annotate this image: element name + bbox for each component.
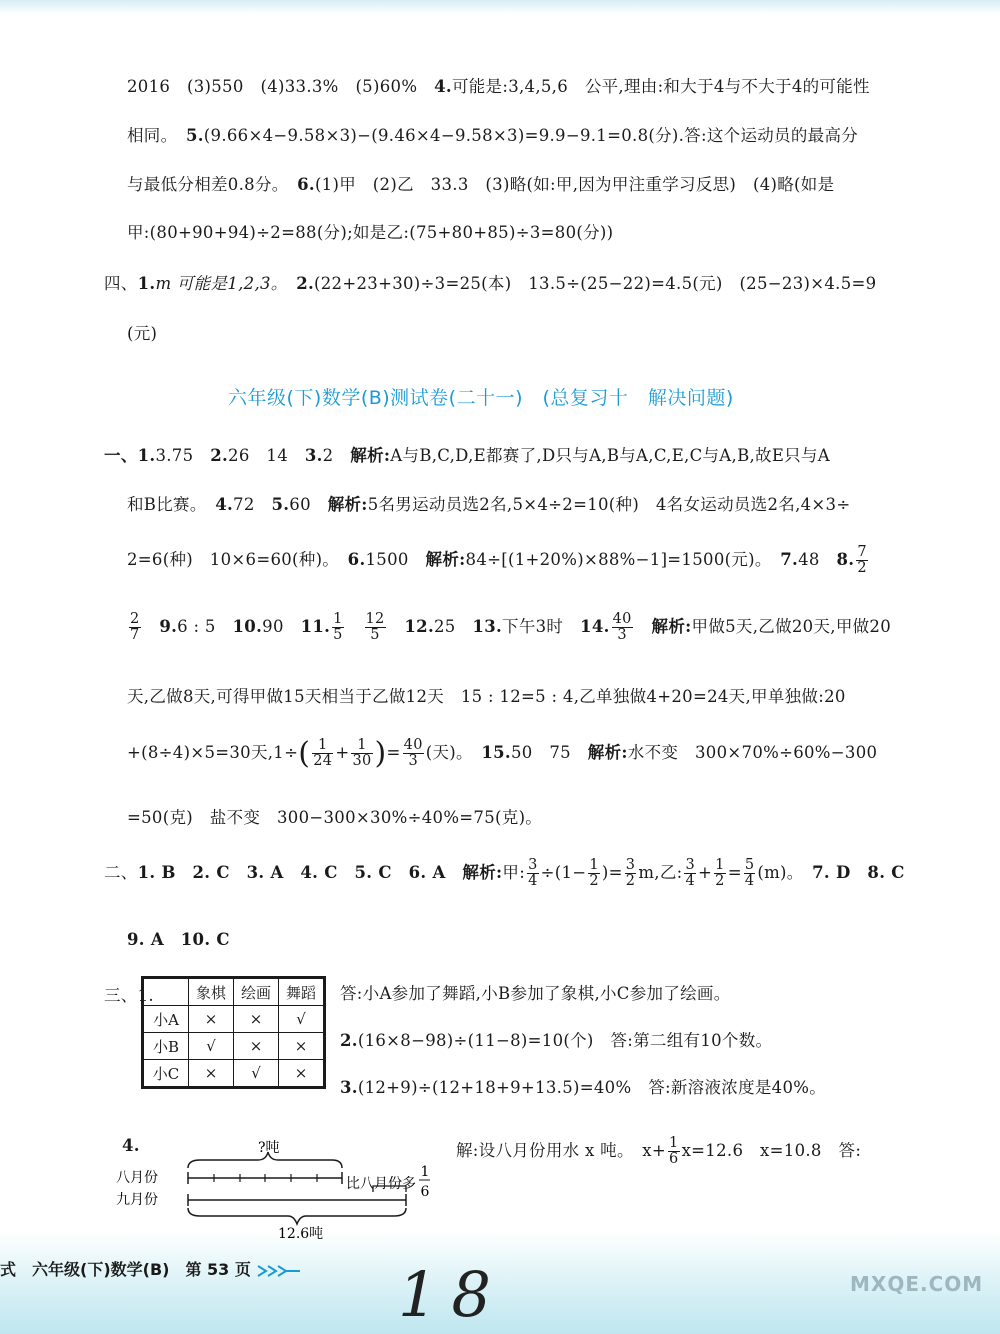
item-number: 3. [304, 446, 323, 465]
s1-line-5 [127, 683, 846, 707]
table-cell: 舞蹈 [279, 979, 324, 1006]
numerator: 12 [365, 611, 385, 627]
numerator: 3 [625, 857, 636, 873]
answer: 2 [322, 446, 334, 465]
denominator: 2 [857, 560, 867, 577]
more-numerator: 1 [420, 1164, 430, 1180]
text: 解:设八月份用水 x 吨。 x+ [456, 1141, 667, 1161]
text: (天)。 [425, 743, 465, 762]
section-title: 六年级(下)数学(B)测试卷(二十一) (总复习十 解决问题) [228, 387, 734, 409]
top-label: ?吨 [258, 1140, 280, 1156]
numerator: 7 [857, 544, 867, 560]
item-number: 9. [159, 617, 178, 637]
table-cell: × [234, 1033, 279, 1060]
text: (22+23+30)÷3=25(本) 13.5÷(25−22)=4.5(元) (25−23)×4.5=9 [314, 274, 877, 293]
table-cell: × [234, 1006, 279, 1033]
item-number: 15. [481, 743, 511, 762]
text: 84÷[(1+20%)×88%−1]=1500(元)。 [465, 550, 764, 570]
text: 5名男运动员选2名,5×4÷2=10(种) 4名女运动员选2名,4×3÷ [367, 495, 851, 514]
analysis-label: 解析: [462, 863, 503, 883]
text: (12+9)÷(12+18+9+13.5)=40% 答:新溶液浓度是40%。 [357, 1078, 827, 1097]
item-number: 14. [580, 617, 610, 637]
text: (m)。 [757, 863, 796, 883]
numerator: 40 [403, 736, 423, 753]
denominator: 7 [130, 627, 140, 644]
activity-table [143, 978, 324, 1087]
denominator: 3 [617, 627, 627, 644]
watermark: MXQE.COM [850, 1272, 984, 1296]
numerator: 3 [528, 857, 538, 873]
row-label-august: 八月份 [116, 1170, 158, 1186]
fraction [351, 738, 372, 769]
table-cell: 象棋 [189, 979, 234, 1006]
text: x=12.6 x=10.8 答: [681, 1141, 862, 1161]
item-number: 5. [271, 495, 290, 514]
answer-line-4 [127, 219, 613, 243]
answer: 90 [262, 617, 284, 637]
fraction [856, 545, 868, 576]
text: 天,乙做8天,可得甲做15天相当于乙做12天 15 : 12=5 : 4,乙单独做4+20=24天,甲单独做:20 [127, 687, 846, 706]
answer: 1500 [365, 550, 409, 570]
answer: 60 [289, 495, 311, 514]
table-header-row [144, 979, 324, 1006]
answer: 26 14 [228, 446, 289, 465]
item-number: 10. [232, 617, 263, 637]
table-cell: × [279, 1033, 324, 1060]
analysis-label: 解析: [327, 495, 368, 514]
text: A与B,C,D,E都赛了,D只与A,B与A,C,E,C与A,B,故E只与A [390, 446, 831, 465]
s1-line-1 [104, 442, 830, 466]
text: 2=6(种) 10×6=60(种)。 [127, 550, 331, 570]
footer-text: 式 六年级(下)数学(B) 第 53 页 [0, 1260, 251, 1279]
item-number: 8. [836, 550, 855, 570]
item-number: 4. [122, 1136, 140, 1155]
text: 甲做5天,乙做20天,甲做20 [691, 617, 892, 637]
text: 与最低分相差0.8分。 [127, 175, 281, 194]
denominator: 2 [625, 873, 636, 890]
table-row [144, 1060, 324, 1087]
s1-line-7 [127, 804, 542, 828]
table-cell: × [189, 1006, 234, 1033]
paren: ) [374, 736, 387, 771]
answer-line-5 [104, 270, 876, 294]
row-label-september: 九月份 [116, 1192, 158, 1208]
text: (1)甲 (2)乙 33.3 (3)略(如:甲,因为甲注重学习反思) (4)略(如是 [314, 175, 835, 194]
text: 答:小A参加了舞蹈,小B参加了象棋,小C参加了绘画。 [340, 984, 731, 1003]
text: = [386, 743, 401, 762]
text: m 可能是1,2,3。 [155, 274, 280, 293]
answers: 9. A 10. C [127, 930, 230, 949]
numerator: 2 [130, 611, 140, 627]
bottom-label: 12.6吨 [278, 1226, 324, 1242]
answers: 1. B 2. C 3. A 4. C 5. C 6. A [137, 863, 446, 883]
paren: ( [298, 736, 311, 771]
handwritten-number: 18 [398, 1258, 505, 1331]
text: (元) [127, 324, 158, 343]
answer-line-2 [127, 122, 858, 146]
s1-line-6 [127, 736, 877, 771]
numerator: 1 [351, 738, 372, 754]
s2-line-2 [127, 926, 230, 950]
item-number: 7. [780, 550, 799, 570]
text: 和B比赛。 [127, 495, 199, 514]
table-cell: 小C [144, 1060, 189, 1087]
text: )= [601, 863, 623, 883]
numerator: 1 [589, 857, 599, 873]
item-number: 12. [404, 617, 434, 637]
more-label: 比八月份多 [346, 1176, 416, 1192]
denominator: 24 [313, 753, 333, 769]
text: (9.66×4−9.58×3)−(9.46×4−9.58×3)=9.9−9.1=0.8(分).答:这个运动员的最高分 [203, 126, 859, 145]
answer-line-6 [127, 320, 157, 344]
top-tint [0, 0, 1000, 14]
denominator: 2 [589, 873, 599, 890]
item-number: 2. [296, 274, 315, 293]
denominator: 2 [715, 873, 725, 890]
text: 可能是:3,4,5,6 公平,理由:和大于4与不大于4的可能性 [451, 77, 870, 96]
text: 甲: [502, 863, 526, 883]
fraction [668, 1136, 680, 1167]
text: 相同。 [127, 126, 170, 145]
denominator: 5 [370, 627, 380, 644]
page-footer [0, 1257, 302, 1280]
item-number: 11. [300, 617, 331, 637]
s3-answer-2 [340, 1027, 772, 1051]
answer: 72 [233, 495, 255, 514]
table-cell: √ [234, 1060, 279, 1087]
table-cell [144, 979, 189, 1006]
text: 水不变 300×70%÷60%−300 [627, 743, 878, 762]
fraction [129, 612, 141, 643]
more-denominator: 6 [420, 1184, 430, 1200]
answer: 48 [798, 550, 820, 570]
numerator: 1 [333, 611, 343, 627]
numerator: 1 [715, 857, 725, 873]
table-cell: × [279, 1060, 324, 1087]
denominator: 30 [352, 753, 372, 769]
table-cell: √ [279, 1006, 324, 1033]
text: 甲:(80+90+94)÷2=88(分);如是乙:(75+80+85)÷3=80(分)) [127, 223, 614, 242]
analysis-label: 解析: [587, 743, 628, 762]
denominator: 6 [669, 1151, 679, 1168]
fraction [588, 858, 600, 889]
item-number: 6. [297, 175, 315, 194]
numerator: 1 [312, 738, 333, 754]
text: ÷(1− [540, 863, 587, 883]
section-label: 三、1. [104, 986, 154, 1005]
numerator: 5 [744, 857, 755, 873]
analysis-label: 解析: [651, 617, 692, 637]
item-number: 2. [340, 1031, 358, 1050]
answer: 3.75 [155, 446, 194, 465]
answer: 50 75 [510, 743, 571, 762]
fraction [332, 612, 344, 643]
fraction [527, 858, 539, 889]
fraction [625, 858, 637, 889]
fraction [684, 858, 696, 889]
table-row [144, 1033, 324, 1060]
item-number: 4. [434, 77, 452, 96]
denominator: 4 [685, 873, 696, 890]
item-number: 13. [472, 617, 503, 637]
text: = [727, 863, 742, 883]
fraction [403, 738, 424, 769]
denominator: 4 [744, 873, 755, 890]
s3-answer-3 [340, 1074, 826, 1098]
text: m,乙: [638, 863, 683, 883]
answers: 7. D 8. C [812, 863, 905, 883]
analysis-label: 解析: [350, 446, 391, 465]
text: 2016 (3)550 (4)33.3% (5)60% [127, 77, 418, 96]
table-cell: 绘画 [234, 979, 279, 1006]
fraction [312, 738, 333, 769]
bottom-brace [188, 1208, 406, 1224]
text: + [335, 743, 350, 762]
fraction [612, 612, 633, 643]
s1-line-2 [127, 491, 850, 515]
denominator: 5 [333, 627, 343, 644]
section-label: 二、 [104, 863, 138, 883]
text: +(8÷4)×5=30天,1÷ [127, 743, 299, 762]
table-cell: 小B [144, 1033, 189, 1060]
s3-answer-1 [340, 980, 731, 1004]
numerator: 1 [669, 1135, 679, 1151]
item-number: 5. [185, 126, 204, 145]
item-number: 3. [340, 1078, 358, 1097]
section-label: 四、 [104, 274, 138, 293]
answer-line-1 [127, 73, 870, 97]
text: =50(克) 盐不变 300−300×30%÷40%=75(克)。 [127, 808, 543, 827]
q4-solution [456, 1136, 861, 1167]
arrows-icon [256, 1263, 302, 1279]
item-number: 6. [347, 550, 366, 570]
answer-line-3 [127, 171, 834, 195]
fraction [365, 612, 386, 643]
table-cell: × [189, 1060, 234, 1087]
s1-line-4 [127, 612, 891, 643]
table-cell: 小A [144, 1006, 189, 1033]
analysis-label: 解析: [425, 550, 466, 570]
answer: 6 : 5 [177, 617, 216, 637]
denominator: 3 [408, 753, 418, 769]
item-number: 4. [215, 495, 234, 514]
fraction [744, 858, 756, 889]
item-number: 2. [210, 446, 229, 465]
s2-line-1 [104, 858, 905, 889]
text: + [698, 863, 713, 883]
table-row [144, 1006, 324, 1033]
item-number: 一、1. [104, 446, 156, 465]
table-cell: √ [189, 1033, 234, 1060]
numerator: 3 [685, 857, 696, 873]
answer: 下午3时 [502, 617, 564, 637]
s1-line-3 [127, 545, 870, 576]
text: (16×8−98)÷(11−8)=10(个) 答:第二组有10个数。 [357, 1031, 773, 1050]
fraction [714, 858, 726, 889]
denominator: 4 [528, 873, 538, 890]
line-segment-diagram [110, 1138, 430, 1250]
answer: 25 [434, 617, 456, 637]
item-number: 1. [137, 274, 156, 293]
numerator: 40 [612, 611, 632, 627]
